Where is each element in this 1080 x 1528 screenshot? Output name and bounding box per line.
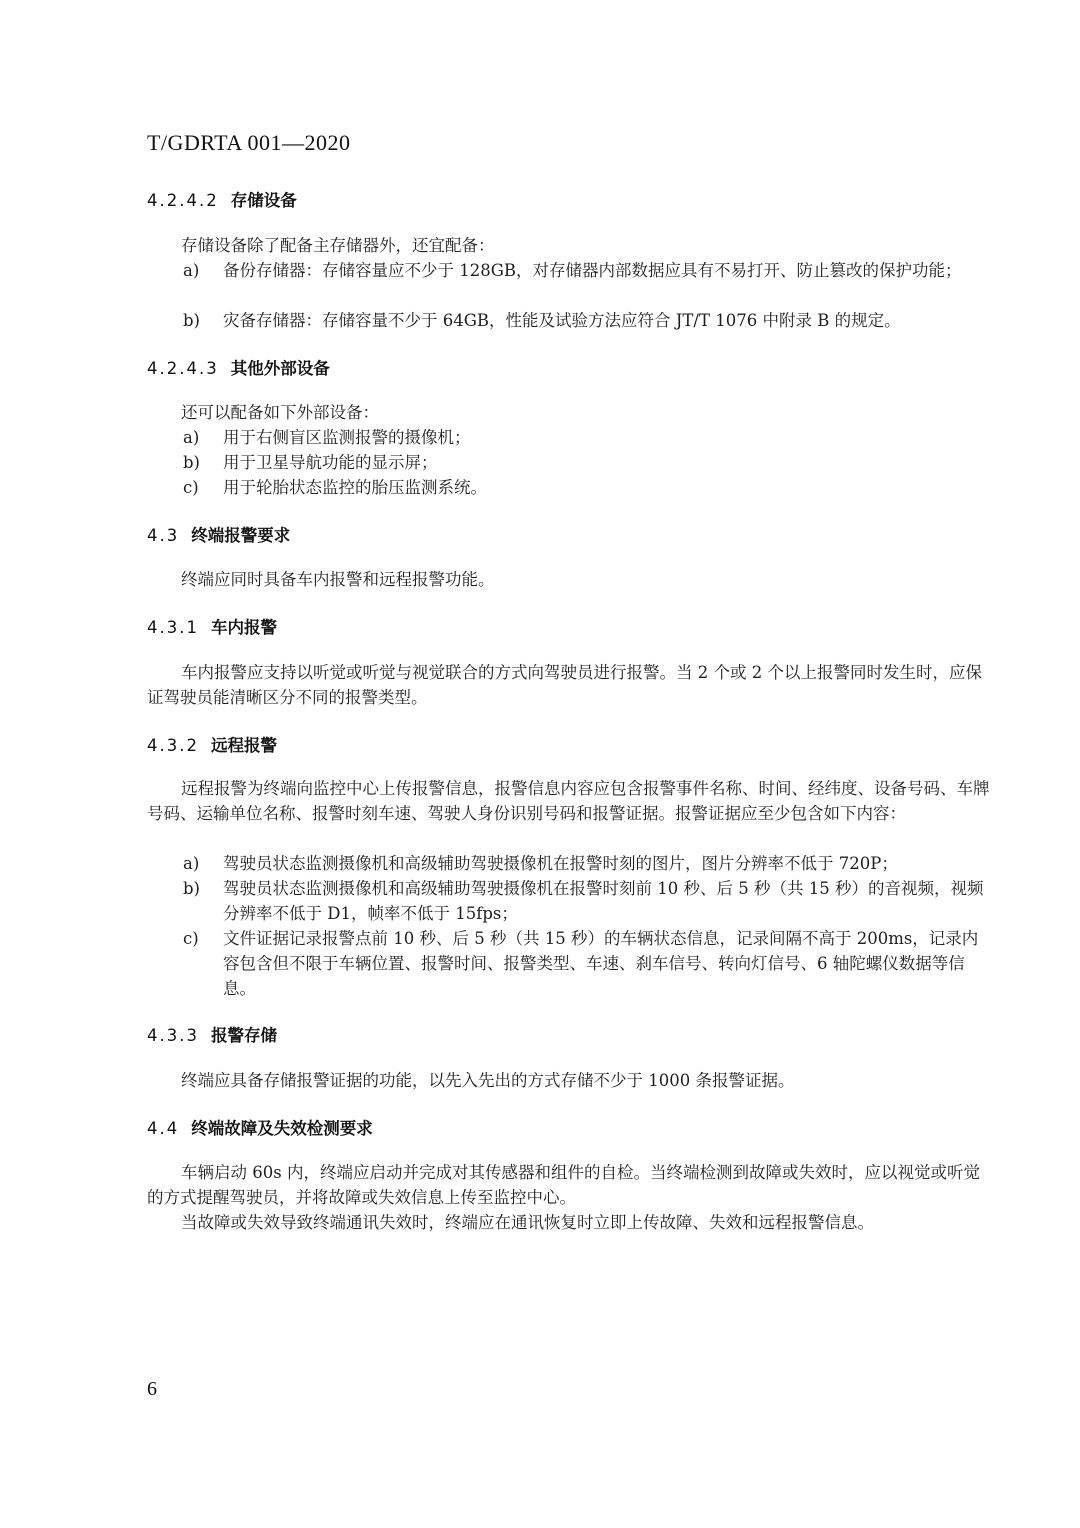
section-title: 车内报警 — [210, 618, 277, 637]
paragraph: 存储设备除了配备主存储器外，还宜配备： — [181, 236, 495, 255]
section-heading-431 — [147, 614, 277, 638]
list-item-text: 备份存储器：存储容量应不少于 128GB，对存储器内部数据应具有不易打开、防止篡改的保护功能； — [223, 261, 962, 280]
list-item — [183, 851, 992, 876]
section-number: 4.3.2 — [147, 736, 199, 755]
paragraph: 车辆启动 60s 内，终端应启动并完成对其传感器和组件的自检。当终端检测到故障或失效时，应以视觉或听觉的方式提醒驾驶员，并将故障或失效信息上传至监控中心。 — [147, 1163, 980, 1207]
section-number: 4.4 — [147, 1119, 180, 1138]
list-marker: a) — [183, 854, 200, 873]
section-number: 4.2.4.2 — [147, 191, 219, 210]
list-marker: c) — [183, 929, 199, 948]
section-title: 其他外部设备 — [230, 359, 330, 378]
list-item — [183, 876, 992, 926]
section-title: 终端故障及失效检测要求 — [191, 1119, 373, 1138]
section-number: 4.3.1 — [147, 618, 199, 637]
section-heading-44 — [147, 1115, 373, 1139]
list-item-text: 灾备存储器：存储容量不少于 64GB，性能及试验方法应符合 JT/T 1076 中附录 B 的规定。 — [223, 311, 901, 330]
paragraph: 车内报警应支持以听觉或听觉与视觉联合的方式向驾驶员进行报警。当 2 个或 2 个以上报警同时发生时，应保证驾驶员能清晰区分不同的报警类型。 — [147, 663, 982, 707]
list-marker: b) — [183, 453, 200, 472]
page-number: 6 — [147, 1378, 157, 1400]
paragraph: 远程报警为终端向监控中心上传报警信息，报警信息内容应包含报警事件名称、时间、经纬度、设备号码、车牌号码、运输单位名称、报警时刻车速、驾驶人身份识别号码和报警证据。报警证据应至少包含如下内容： — [147, 779, 990, 823]
section-heading-4243 — [147, 355, 330, 379]
paragraph: 终端应具备存储报警证据的功能，以先入先出的方式存储不少于 1000 条报警证据。 — [181, 1071, 795, 1090]
list-item — [183, 450, 992, 475]
section-heading-43 — [147, 522, 290, 546]
list-item-text: 用于卫星导航功能的显示屏； — [223, 453, 438, 472]
section-title: 报警存储 — [210, 1026, 277, 1045]
list-item-text: 驾驶员状态监测摄像机和高级辅助驾驶摄像机在报警时刻的图片，图片分辨率不低于 720P； — [223, 854, 898, 873]
section-number: 4.3.3 — [147, 1026, 199, 1045]
list-item — [183, 475, 992, 500]
list-marker: a) — [183, 261, 200, 280]
section-title: 终端报警要求 — [191, 526, 291, 545]
list-item — [183, 308, 992, 333]
list-item-text: 文件证据记录报警点前 10 秒、后 5 秒（共 15 秒）的车辆状态信息，记录间隔不高于 200ms，记录内容包含但不限于车辆位置、报警时间、报警类型、车速、刹车信号、转向灯信号、6 轴陀螺仪数据等信息。 — [223, 929, 979, 998]
paragraph: 终端应同时具备车内报警和远程报警功能。 — [181, 570, 495, 589]
section-heading-433 — [147, 1022, 277, 1046]
paragraph: 当故障或失效导致终端通讯失效时，终端应在通讯恢复时立即上传故障、失效和远程报警信息。 — [181, 1213, 874, 1232]
section-heading-432 — [147, 732, 277, 756]
list-item — [183, 926, 992, 1001]
list-marker: b) — [183, 311, 200, 330]
section-title: 存储设备 — [230, 191, 297, 210]
list-item — [183, 425, 992, 450]
list-item — [183, 258, 992, 283]
list-marker: a) — [183, 428, 200, 447]
list-item-text: 驾驶员状态监测摄像机和高级辅助驾驶摄像机在报警时刻前 10 秒、后 5 秒（共 15 秒）的音视频，视频分辨率不低于 D1，帧率不低于 15fps； — [223, 879, 984, 923]
paragraph: 还可以配备如下外部设备： — [181, 403, 379, 422]
list-marker: c) — [183, 478, 199, 497]
section-heading-4242 — [147, 187, 297, 211]
list-item-text: 用于右侧盲区监测报警的摄像机； — [223, 428, 471, 447]
section-title: 远程报警 — [210, 736, 277, 755]
section-number: 4.2.4.3 — [147, 359, 219, 378]
document-id: T/GDRTA 001—2020 — [147, 130, 351, 155]
list-marker: b) — [183, 879, 200, 898]
section-number: 4.3 — [147, 526, 180, 545]
list-item-text: 用于轮胎状态监控的胎压监测系统。 — [223, 478, 487, 497]
